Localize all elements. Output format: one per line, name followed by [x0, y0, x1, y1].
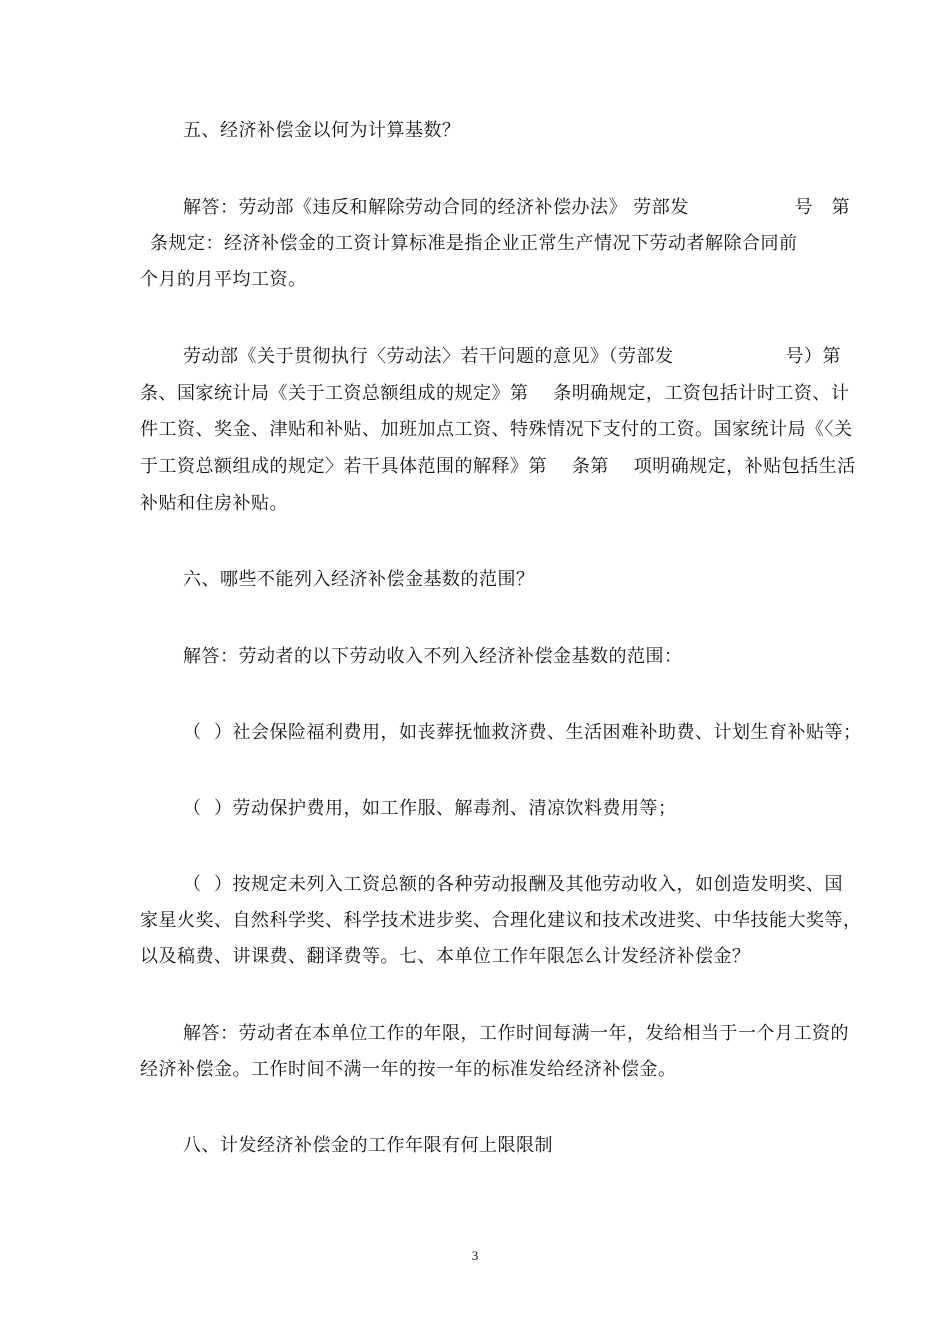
item-3-line-1: （ ）按规定未列入工资总额的各种劳动报酬及其他劳动收入，如创造发明奖、国 — [183, 874, 843, 895]
answer-five-line-2: 条规定：经济补偿金的工资计算标准是指企业正常生产情况下劳动者解除合同前 — [150, 233, 798, 254]
answer-seven-line-1: 解答：劳动者在本单位工作的年限，工作时间每满一年，发给相当于一个月工资的 — [183, 1023, 849, 1044]
page-number: 3 — [471, 1248, 479, 1263]
heading-five: 五、经济补偿金以何为计算基数？ — [183, 120, 461, 141]
paragraph-line-3: 件工资、奖金、津贴和补贴、加班加点工资、特殊情况下支付的工资。国家统计局《〈关 — [140, 419, 853, 440]
paragraph-line-5: 补贴和住房补贴。 — [140, 493, 288, 514]
paragraph-line-4: 于工资总额组成的规定〉若干具体范围的解释》第 条第 项明确规定，补贴包括生活 — [140, 456, 856, 477]
answer-seven-line-2: 经济补偿金。工作时间不满一年的按一年的标准发给经济补偿金。 — [140, 1059, 677, 1080]
paragraph-line-1: 劳动部《关于贯彻执行〈劳动法〉若干问题的意见》（劳部发 号）第 — [183, 346, 841, 367]
item-3-line-2: 家星火奖、自然科学奖、科学技术进步奖、合理化建议和技术改进奖、中华技能大奖等， — [140, 910, 862, 931]
answer-five-line-3: 个月的月平均工资。 — [140, 269, 307, 290]
item-3-line-3: 以及稿费、讲课费、翻译费等。七、本单位工作年限怎么计发经济补偿金？ — [140, 946, 751, 967]
item-1: （ ）社会保险福利费用，如丧葬抚恤救济费、生活困难补助费、计划生育补贴等； — [183, 722, 862, 743]
heading-six: 六、哪些不能列入经济补偿金基数的范围？ — [183, 569, 535, 590]
paragraph-line-2: 条、国家统计局《关于工资总额组成的规定》第 条明确规定，工资包括计时工资、计 — [140, 383, 850, 404]
answer-six: 解答：劳动者的以下劳动收入不列入经济补偿金基数的范围： — [183, 646, 683, 667]
answer-five-line-1: 解答：劳动部《违反和解除劳动合同的经济补偿办法》 劳部发 号 第 — [183, 197, 851, 218]
heading-eight: 八、计发经济补偿金的工作年限有何上限限制 — [183, 1135, 553, 1156]
item-2: （ ）劳动保护费用，如工作服、解毒剂、清凉饮料费用等； — [183, 798, 677, 819]
